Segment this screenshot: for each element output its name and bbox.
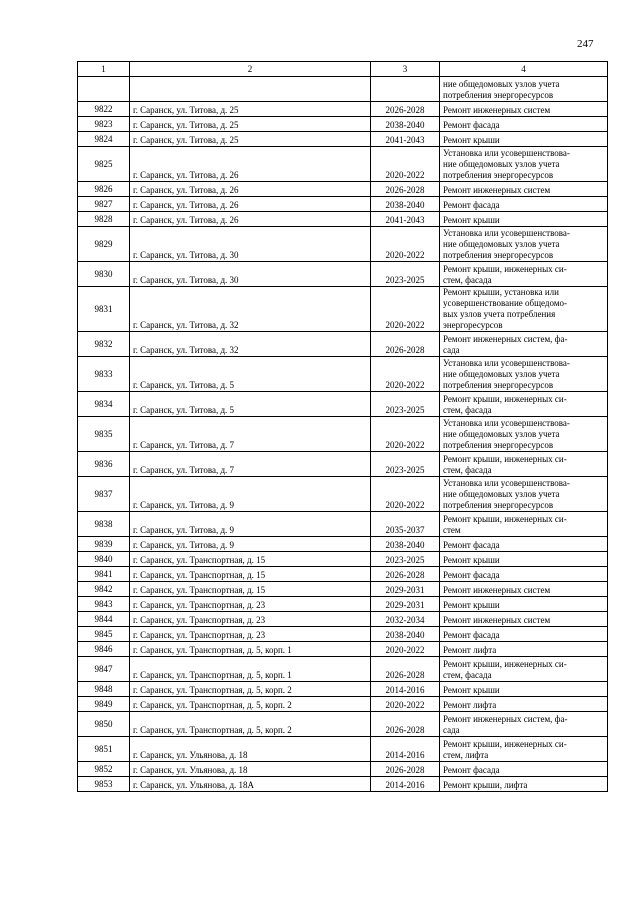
row-number-cell: 9827 <box>78 197 130 212</box>
period-cell: 2041-2043 <box>371 132 440 147</box>
address-cell: г. Саранск, ул. Транспортная, д. 5, корп. 2 <box>130 682 371 697</box>
address-cell: г. Саранск, ул. Транспортная, д. 5, корп. 1 <box>130 642 371 657</box>
work-type-cell: Ремонт инженерных систем <box>440 102 608 117</box>
address-cell: г. Саранск, ул. Титова, д. 9 <box>130 537 371 552</box>
work-type-cell: Ремонт крыши, инженерных си- стем, фасада <box>440 657 608 682</box>
table-row <box>78 627 608 642</box>
table-row <box>78 147 608 182</box>
period-cell: 2014-2016 <box>371 737 440 762</box>
table-row <box>78 477 608 512</box>
period-cell: 2014-2016 <box>371 777 440 792</box>
table-row <box>78 642 608 657</box>
address-cell: г. Саранск, ул. Транспортная, д. 15 <box>130 582 371 597</box>
row-number-cell: 9824 <box>78 132 130 147</box>
table-row <box>78 567 608 582</box>
address-cell: г. Саранск, ул. Ульянова, д. 18А <box>130 777 371 792</box>
work-type-cell: ние общедомовых узлов учета потребления энергоресурсов <box>440 77 608 102</box>
row-number-cell: 9843 <box>78 597 130 612</box>
table-row <box>78 212 608 227</box>
period-cell: 2026-2028 <box>371 182 440 197</box>
table-row <box>78 102 608 117</box>
address-cell: г. Саранск, ул. Титова, д. 26 <box>130 182 371 197</box>
table-row <box>78 197 608 212</box>
table-row <box>78 777 608 792</box>
work-type-cell: Ремонт инженерных систем <box>440 582 608 597</box>
row-number-cell: 9835 <box>78 417 130 452</box>
work-type-cell: Ремонт крыши, инженерных си- стем, фасада <box>440 392 608 417</box>
address-cell: г. Саранск, ул. Титова, д. 9 <box>130 512 371 537</box>
row-number-cell: 9829 <box>78 227 130 262</box>
table-row <box>78 332 608 357</box>
column-header-1: 1 <box>78 62 130 77</box>
work-type-cell: Ремонт крыши, инженерных си- стем, фасада <box>440 452 608 477</box>
address-cell: г. Саранск, ул. Транспортная, д. 15 <box>130 567 371 582</box>
period-cell: 2026-2028 <box>371 657 440 682</box>
address-cell: г. Саранск, ул. Титова, д. 26 <box>130 197 371 212</box>
row-number-cell: 9830 <box>78 262 130 287</box>
table-header-row <box>78 62 608 77</box>
address-cell: г. Саранск, ул. Транспортная, д. 23 <box>130 627 371 642</box>
table-row <box>78 512 608 537</box>
table-row <box>78 657 608 682</box>
row-number-cell: 9846 <box>78 642 130 657</box>
work-type-cell: Ремонт крыши, инженерных си- стем, лифта <box>440 737 608 762</box>
address-cell: г. Саранск, ул. Титова, д. 5 <box>130 357 371 392</box>
row-number-cell: 9832 <box>78 332 130 357</box>
table-row <box>78 612 608 627</box>
period-cell: 2020-2022 <box>371 417 440 452</box>
work-type-cell: Установка или усовершенствова- ние общедомовых узлов учета потребления энергоресурсов <box>440 417 608 452</box>
row-number-cell: 9842 <box>78 582 130 597</box>
period-cell: 2023-2025 <box>371 552 440 567</box>
period-cell: 2038-2040 <box>371 537 440 552</box>
address-cell: г. Саранск, ул. Титова, д. 5 <box>130 392 371 417</box>
period-cell: 2020-2022 <box>371 357 440 392</box>
row-number-cell: 9847 <box>78 657 130 682</box>
table-row <box>78 287 608 332</box>
work-type-cell: Ремонт фасада <box>440 537 608 552</box>
row-number-cell: 9850 <box>78 712 130 737</box>
work-type-cell: Ремонт крыши, инженерных си- стем, фасада <box>440 262 608 287</box>
address-cell: г. Саранск, ул. Титова, д. 25 <box>130 102 371 117</box>
address-cell: г. Саранск, ул. Титова, д. 7 <box>130 452 371 477</box>
address-cell: г. Саранск, ул. Титова, д. 9 <box>130 477 371 512</box>
table-row <box>78 132 608 147</box>
period-cell: 2023-2025 <box>371 262 440 287</box>
period-cell: 2038-2040 <box>371 117 440 132</box>
period-cell: 2020-2022 <box>371 287 440 332</box>
table-row <box>78 452 608 477</box>
row-number-cell: 9831 <box>78 287 130 332</box>
period-cell: 2038-2040 <box>371 197 440 212</box>
row-number-cell: 9833 <box>78 357 130 392</box>
row-number-cell: 9848 <box>78 682 130 697</box>
work-type-cell: Установка или усовершенствова- ние общедомовых узлов учета потребления энергоресурсов <box>440 147 608 182</box>
address-cell: г. Саранск, ул. Ульянова, д. 18 <box>130 737 371 762</box>
work-type-cell: Установка или усовершенствова- ние общедомовых узлов учета потребления энергоресурсов <box>440 357 608 392</box>
work-type-cell: Ремонт фасада <box>440 627 608 642</box>
row-number-cell: 9836 <box>78 452 130 477</box>
address-cell: г. Саранск, ул. Ульянова, д. 18 <box>130 762 371 777</box>
period-cell: 2026-2028 <box>371 102 440 117</box>
row-number-cell: 9851 <box>78 737 130 762</box>
table-row <box>78 182 608 197</box>
row-number-cell: 9849 <box>78 697 130 712</box>
address-cell: г. Саранск, ул. Титова, д. 30 <box>130 262 371 287</box>
row-number-cell: 9837 <box>78 477 130 512</box>
table-row <box>78 582 608 597</box>
row-number-cell: 9845 <box>78 627 130 642</box>
table-row <box>78 227 608 262</box>
period-cell: 2026-2028 <box>371 712 440 737</box>
period-cell: 2020-2022 <box>371 642 440 657</box>
table-row <box>78 697 608 712</box>
row-number-cell: 9838 <box>78 512 130 537</box>
table-row <box>78 762 608 777</box>
address-cell: г. Саранск, ул. Транспортная, д. 5, корп. 1 <box>130 657 371 682</box>
address-cell <box>130 77 371 102</box>
table-row <box>78 77 608 102</box>
work-type-cell: Ремонт лифта <box>440 642 608 657</box>
row-number-cell: 9828 <box>78 212 130 227</box>
row-number-cell: 9852 <box>78 762 130 777</box>
work-type-cell: Ремонт лифта <box>440 697 608 712</box>
period-cell: 2026-2028 <box>371 567 440 582</box>
period-cell: 2041-2043 <box>371 212 440 227</box>
work-type-cell: Ремонт крыши <box>440 597 608 612</box>
period-cell: 2023-2025 <box>371 392 440 417</box>
column-header-3: 3 <box>371 62 440 77</box>
table-row <box>78 417 608 452</box>
row-number-cell: 9823 <box>78 117 130 132</box>
work-type-cell: Ремонт крыши <box>440 682 608 697</box>
address-cell: г. Саранск, ул. Транспортная, д. 5, корп. 2 <box>130 712 371 737</box>
period-cell: 2029-2031 <box>371 597 440 612</box>
work-type-cell: Ремонт фасада <box>440 117 608 132</box>
period-cell: 2023-2025 <box>371 452 440 477</box>
address-cell: г. Саранск, ул. Транспортная, д. 23 <box>130 612 371 627</box>
address-cell: г. Саранск, ул. Транспортная, д. 5, корп. 2 <box>130 697 371 712</box>
address-cell: г. Саранск, ул. Титова, д. 25 <box>130 117 371 132</box>
address-cell: г. Саранск, ул. Транспортная, д. 23 <box>130 597 371 612</box>
work-type-cell: Установка или усовершенствова- ние общедомовых узлов учета потребления энергоресурсов <box>440 227 608 262</box>
period-cell: 2038-2040 <box>371 627 440 642</box>
row-number-cell <box>78 77 130 102</box>
period-cell: 2020-2022 <box>371 697 440 712</box>
work-type-cell: Ремонт инженерных систем <box>440 182 608 197</box>
work-type-cell: Ремонт инженерных систем, фа- сада <box>440 332 608 357</box>
address-cell: г. Саранск, ул. Титова, д. 30 <box>130 227 371 262</box>
row-number-cell: 9839 <box>78 537 130 552</box>
work-type-cell: Ремонт крыши, лифта <box>440 777 608 792</box>
address-cell: г. Саранск, ул. Титова, д. 26 <box>130 212 371 227</box>
period-cell: 2026-2028 <box>371 332 440 357</box>
table-row <box>78 117 608 132</box>
column-header-2: 2 <box>130 62 371 77</box>
work-type-cell: Ремонт крыши <box>440 212 608 227</box>
address-cell: г. Саранск, ул. Транспортная, д. 15 <box>130 552 371 567</box>
table-row <box>78 262 608 287</box>
work-type-cell: Ремонт инженерных систем, фа- сада <box>440 712 608 737</box>
table-row <box>78 552 608 567</box>
work-type-cell: Ремонт крыши <box>440 132 608 147</box>
work-type-cell: Ремонт фасада <box>440 762 608 777</box>
work-type-cell: Ремонт крыши, установка или усовершенствование общедомо- вых узлов учета потребления энергоресурсов <box>440 287 608 332</box>
work-type-cell: Ремонт крыши <box>440 552 608 567</box>
work-type-cell: Ремонт фасада <box>440 197 608 212</box>
period-cell: 2029-2031 <box>371 582 440 597</box>
row-number-cell: 9840 <box>78 552 130 567</box>
period-cell <box>371 77 440 102</box>
table-row <box>78 597 608 612</box>
row-number-cell: 9844 <box>78 612 130 627</box>
period-cell: 2020-2022 <box>371 477 440 512</box>
work-type-cell: Установка или усовершенствова- ние общедомовых узлов учета потребления энергоресурсов <box>440 477 608 512</box>
table-row <box>78 682 608 697</box>
work-type-cell: Ремонт фасада <box>440 567 608 582</box>
period-cell: 2020-2022 <box>371 147 440 182</box>
row-number-cell: 9853 <box>78 777 130 792</box>
table-row <box>78 392 608 417</box>
table-row <box>78 357 608 392</box>
row-number-cell: 9825 <box>78 147 130 182</box>
period-cell: 2035-2037 <box>371 512 440 537</box>
row-number-cell: 9826 <box>78 182 130 197</box>
row-number-cell: 9834 <box>78 392 130 417</box>
page-number: 247 <box>577 38 594 50</box>
period-cell: 2026-2028 <box>371 762 440 777</box>
table-row <box>78 712 608 737</box>
work-type-cell: Ремонт инженерных систем <box>440 612 608 627</box>
repair-schedule-table <box>77 61 608 792</box>
column-header-4: 4 <box>440 62 608 77</box>
row-number-cell: 9841 <box>78 567 130 582</box>
work-type-cell: Ремонт крыши, инженерных си- стем <box>440 512 608 537</box>
period-cell: 2020-2022 <box>371 227 440 262</box>
address-cell: г. Саранск, ул. Титова, д. 25 <box>130 132 371 147</box>
address-cell: г. Саранск, ул. Титова, д. 32 <box>130 332 371 357</box>
address-cell: г. Саранск, ул. Титова, д. 7 <box>130 417 371 452</box>
table-row <box>78 537 608 552</box>
address-cell: г. Саранск, ул. Титова, д. 32 <box>130 287 371 332</box>
row-number-cell: 9822 <box>78 102 130 117</box>
address-cell: г. Саранск, ул. Титова, д. 26 <box>130 147 371 182</box>
period-cell: 2032-2034 <box>371 612 440 627</box>
table-row <box>78 737 608 762</box>
period-cell: 2014-2016 <box>371 682 440 697</box>
